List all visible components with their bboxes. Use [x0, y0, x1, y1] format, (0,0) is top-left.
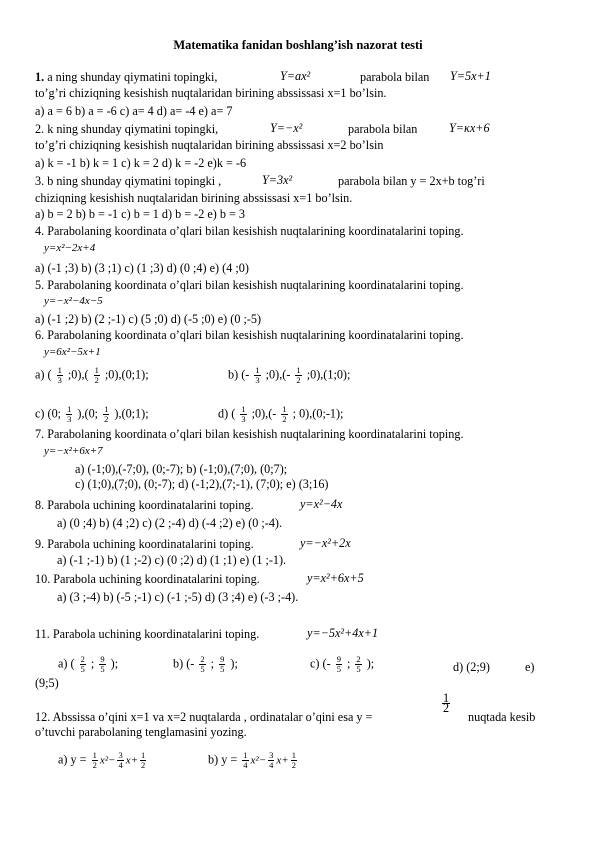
question-5-options: a) (-1 ;2) b) (2 ;-1) c) (5 ;0) d) (-5 ;0) e) (0 ;-5) — [35, 312, 262, 326]
question-7-options-cde: c) (1;0),(7;0), (0;-7); d) (-1;2),(7;-1), (7;0); e) (3;16) — [75, 477, 329, 491]
question-5: 5. Parabolaning koordinata o’qlari bilan kesishish nuqtalarining koordinatalarini toping. — [35, 278, 464, 292]
question-11-option-e: e) — [525, 660, 535, 674]
question-6-formula: y=6x²−5x+1 — [44, 346, 101, 358]
question-11-formula: y=−5x²+4x+1 — [307, 626, 379, 640]
question-6-options-cd: c) (0; $\frac{1}{3}$ ),(0; $\frac{1}{2}$ ),(0;1); — [35, 404, 149, 424]
question-2-formula-1: Y=−x² — [270, 121, 303, 135]
question-7-options-ab: a) (-1;0),(-7;0), (0;-7); b) (-1;0),(7;0), (0;7); — [75, 462, 288, 476]
page-title: Matematika fanidan boshlang’ish nazorat testi — [173, 38, 423, 52]
question-11: 11. Parabola uchining koordinatalarini toping. — [35, 627, 260, 641]
fraction-one-third: $\frac{1}{3}$ — [241, 404, 246, 424]
fraction-one-third: $\frac{1}{3}$ — [57, 365, 62, 385]
question-4-formula: y=x²−2x+4 — [44, 242, 96, 254]
question-1-formula-1: Y=ax² — [280, 69, 311, 83]
question-1 — [35, 70, 217, 84]
question-12-tail: nuqtada kesib — [468, 710, 536, 724]
question-1-formula-2: Y=5x+1 — [450, 69, 491, 83]
question-11-option-c: c) (- $\frac{9}{5}$ ; $\frac{2}{5}$ ); — [310, 654, 375, 674]
question-9-formula: y=−x²+2x — [300, 536, 351, 550]
question-8-options: a) (0 ;4) b) (4 ;2) c) (2 ;-4) d) (-4 ;2) e) (0 ;-4). — [57, 516, 283, 530]
question-2-mid: parabola bilan — [348, 122, 418, 136]
question-6: 6. Parabolaning koordinata o’qlari bilan kesishish nuqtalarining koordinatalarini toping. — [35, 328, 464, 342]
question-9: 9. Parabola uchining koordinatalarini toping. — [35, 537, 254, 551]
question-7: 7. Parabolaning koordinata o’qlari bilan kesishish nuqtalarining koordinatalarini toping. — [35, 427, 464, 441]
question-1-options: a) a = 6 b) a = -6 c) a= 4 d) a= -4 e) a= 7 — [35, 104, 233, 118]
question-2-options: a) k = -1 b) k = 1 c) k = 2 d) k = -2 e)k = -6 — [35, 156, 247, 170]
question-4: 4. Parabolaning koordinata o’qlari bilan kesishish nuqtalarining koordinatalarini toping. — [35, 224, 464, 238]
fraction-one-half: $\frac{1}{2}$ — [104, 404, 109, 424]
question-2: 2. k ning shunday qiymatini topingki, — [35, 122, 219, 136]
question-1-line-2: to’g’ri chiziqning kesishish nuqtalaridan birining abssissasi x=1 bo’lsin. — [35, 86, 387, 100]
question-6-options-ab: a) ( $\frac{1}{3}$ ;0),( $\frac{1}{2}$ ;0),(0;1); — [35, 365, 149, 385]
fraction-one-half: $\frac{1}{2}$ — [282, 404, 287, 424]
question-12-option-a: a) y = $\frac{1}{2}$ x²− $\frac{3}{4}$ x+ $\frac{1}{2}$ — [58, 750, 146, 770]
fraction-one-half: $\frac{1}{2}$ — [94, 365, 99, 385]
question-8: 8. Parabola uchining koordinatalarini toping. — [35, 498, 254, 512]
question-11-option-b: b) (- $\frac{2}{5}$ ; $\frac{9}{5}$ ); — [173, 654, 238, 674]
question-5-formula: y=−x²−4x−5 — [44, 295, 103, 307]
question-8-formula: y=x²−4x — [300, 497, 343, 511]
fraction-one-half: $\frac{1}{2}$ — [443, 691, 450, 715]
question-10: 10. Parabola uchining koordinatalarini toping. — [35, 572, 260, 586]
fraction-one-third: $\frac{1}{3}$ — [255, 365, 260, 385]
question-9-options: a) (-1 ;-1) b) (1 ;-2) c) (0 ;2) d) (1 ;1) e) (1 ;-1). — [57, 553, 287, 567]
question-3-options: a) b = 2 b) b = -1 c) b = 1 d) b = -2 e) b = 3 — [35, 207, 246, 221]
question-3: 3. b ning shunday qiymatini topingki , — [35, 174, 222, 188]
question-1-text: a ning shunday qiymatini topingki, — [47, 70, 218, 84]
question-6-option-d: d) ( $\frac{1}{3}$ ;0),(- $\frac{1}{2}$ ; 0),(0;-1); — [218, 404, 344, 424]
question-1-number: 1. — [35, 70, 45, 84]
question-11-wrap: (9;5) — [35, 676, 59, 690]
fraction-one-third: $\frac{1}{3}$ — [67, 404, 72, 424]
question-12-option-b: b) y = $\frac{1}{4}$ x²− $\frac{3}{4}$ x+ $\frac{1}{2}$ — [208, 750, 296, 770]
question-3-formula: Y=3x² — [262, 173, 293, 187]
question-12: 12. Abssissa o’qini x=1 va x=2 nuqtalarda , ordinatalar o’qini esa y = — [35, 710, 373, 724]
question-11-option-a: a) ( $\frac{2}{5}$ ; $\frac{9}{5}$ ); — [58, 654, 119, 674]
question-10-options: a) (3 ;-4) b) (-5 ;-1) c) (-1 ;-5) d) (3 ;4) e) (-3 ;-4). — [57, 590, 299, 604]
option-a-label: a) ( — [35, 367, 52, 382]
question-3-rest: parabola bilan y = 2x+b tog’ri — [338, 174, 485, 188]
question-3-line-2: chiziqning kesishish nuqtalaridan birining abssissasi x=1 bo’lsin. — [35, 191, 353, 205]
question-2-formula-2: Y=κx+6 — [449, 121, 490, 135]
question-6-option-b: b) (- $\frac{1}{3}$ ;0),(- $\frac{1}{2}$ ;0),(1;0); — [228, 365, 351, 385]
question-11-option-d: d) (2;9) — [453, 660, 490, 674]
question-7-formula: y=−x²+6x+7 — [44, 445, 103, 457]
question-4-options: a) (-1 ;3) b) (3 ;1) c) (1 ;3) d) (0 ;4) e) (4 ;0) — [35, 261, 249, 275]
question-10-formula: y=x²+6x+5 — [307, 571, 364, 585]
question-2-line-2: to’g’ri chiziqning kesishish nuqtalaridan birining abssissasi x=2 bo’lsin — [35, 138, 384, 152]
fraction-one-half: $\frac{1}{2}$ — [296, 365, 301, 385]
question-1-mid: parabola bilan — [360, 70, 430, 84]
question-12-line-2: o’tuvchi parabolaning tenglamasini yozing. — [35, 725, 247, 739]
